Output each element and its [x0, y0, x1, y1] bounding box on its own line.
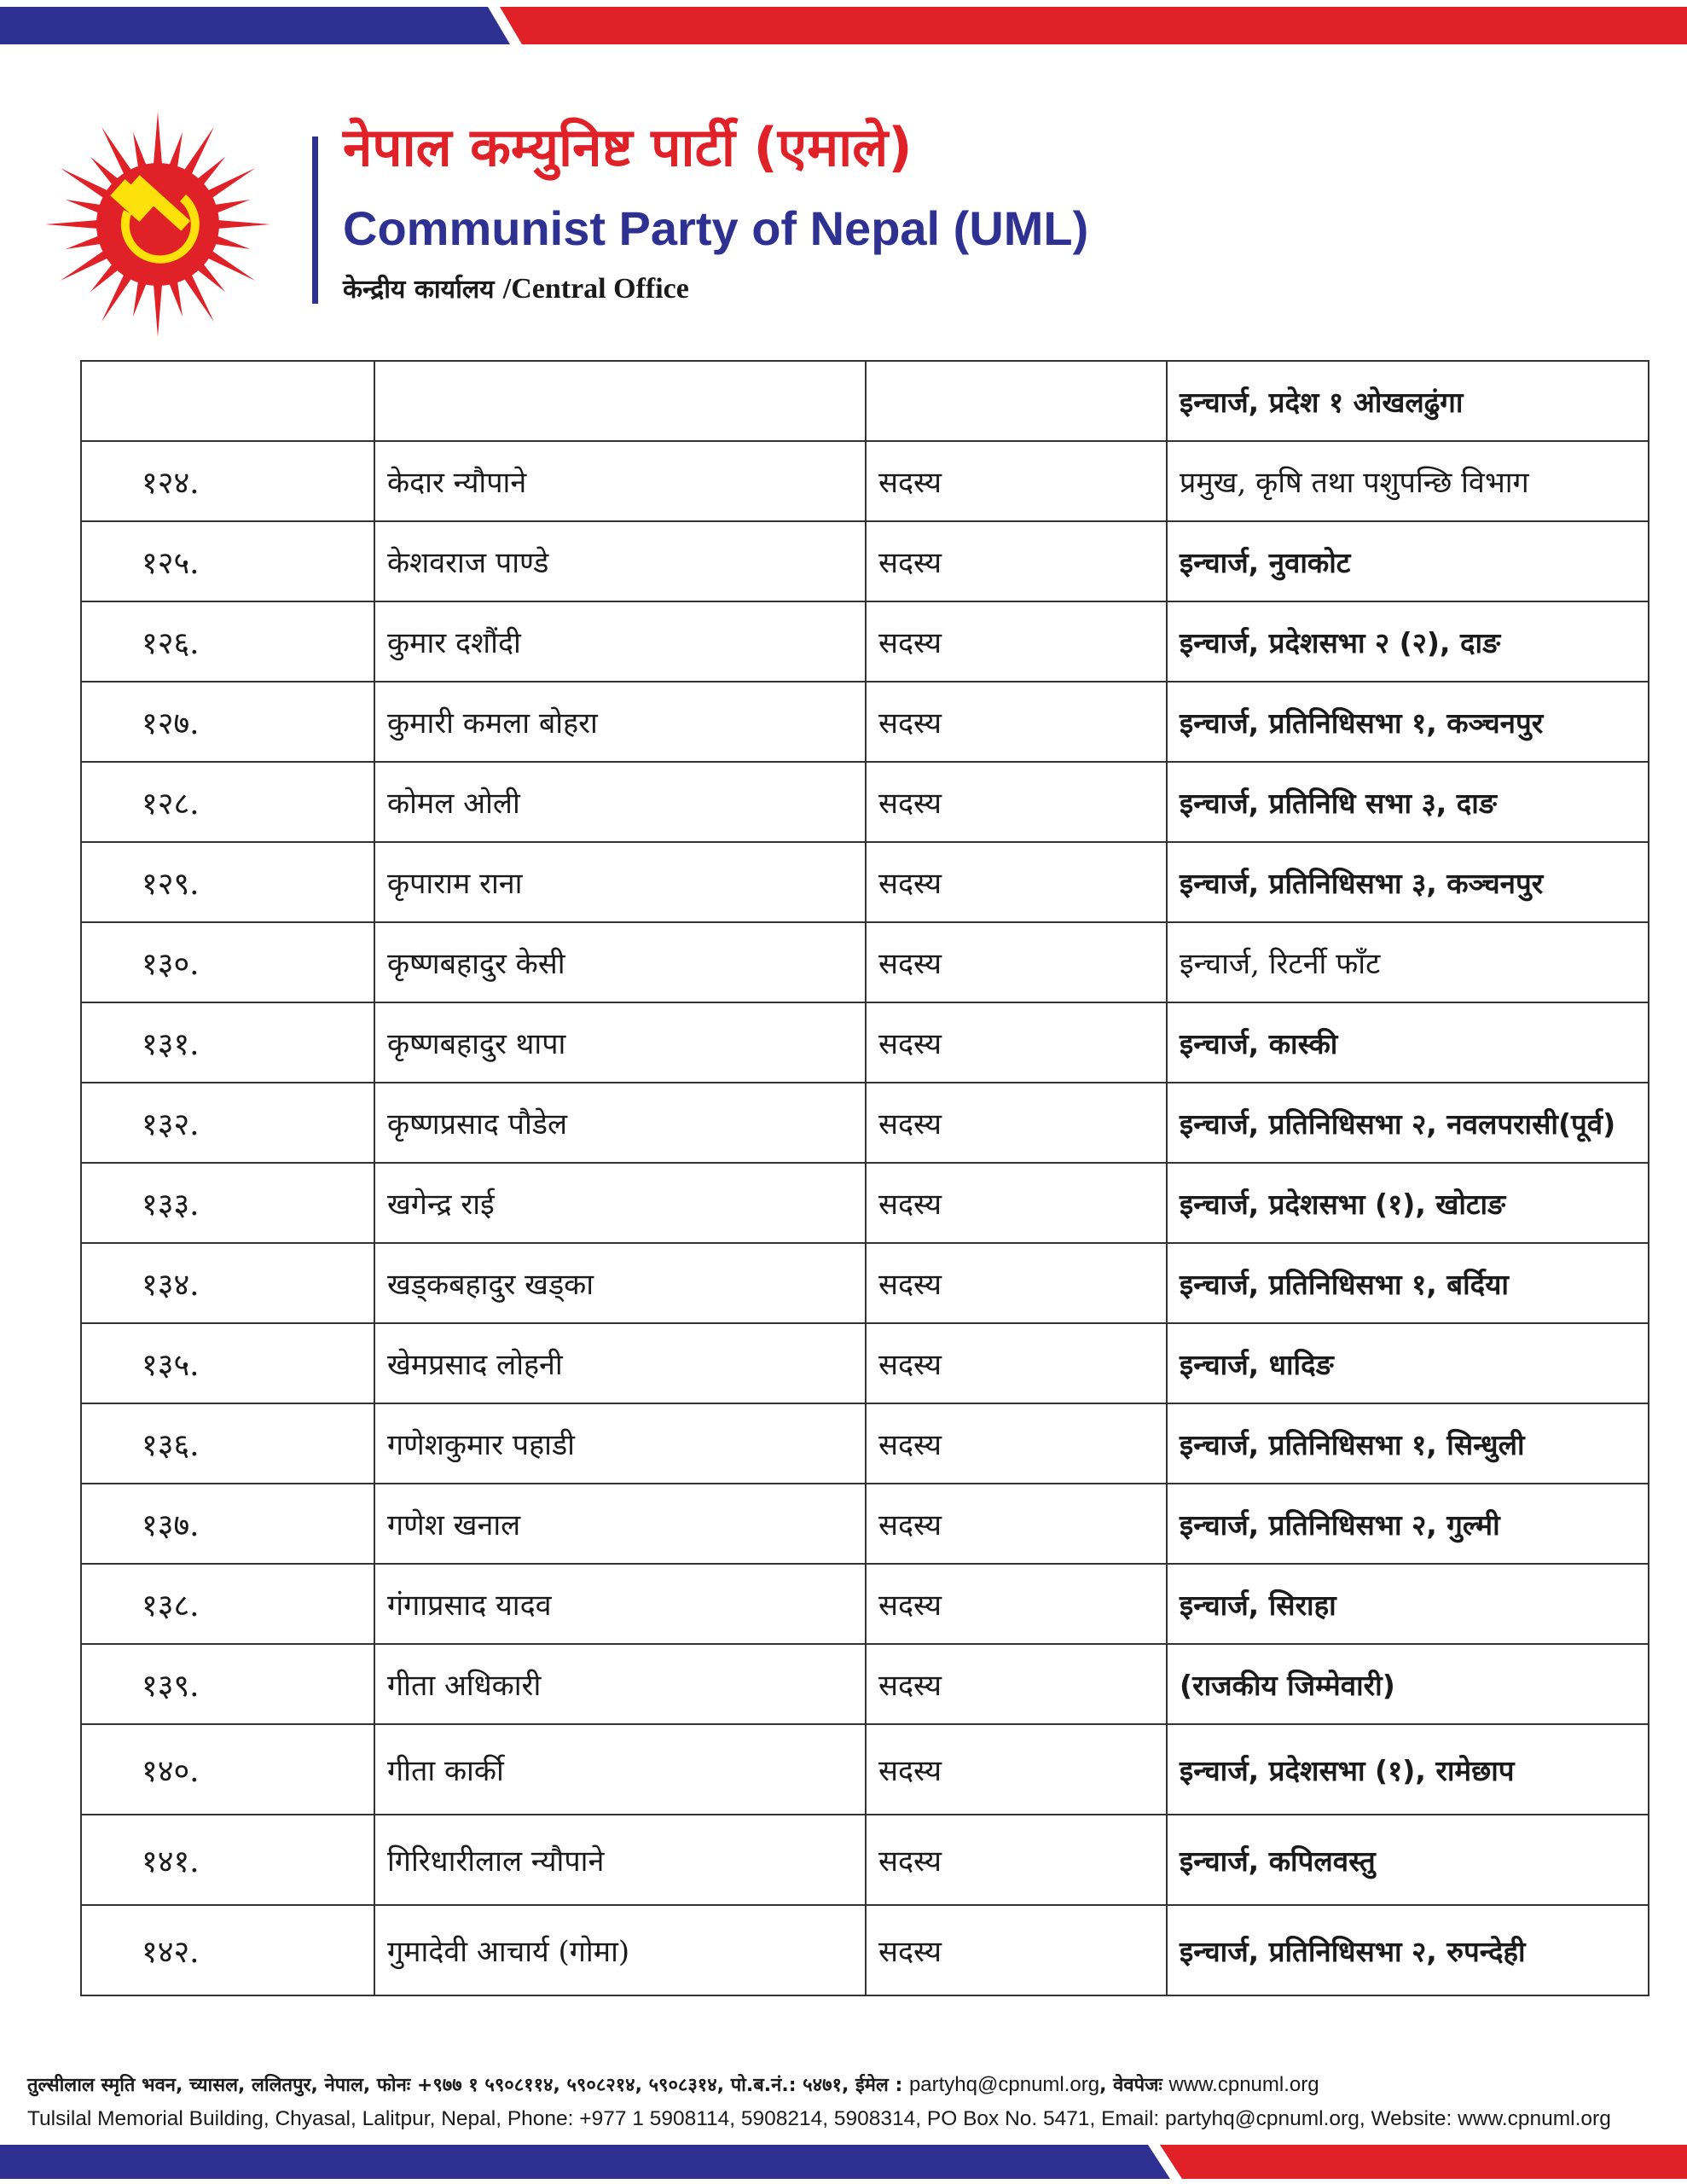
cell-position: सदस्य	[866, 1243, 1167, 1323]
cell-responsibility: इन्चार्ज, कास्की	[1167, 1002, 1649, 1083]
cell-sn: १३७.	[81, 1484, 374, 1564]
sun-ray	[214, 200, 250, 213]
cell-position: सदस्य	[866, 682, 1167, 762]
cell-responsibility: इन्चार्ज, प्रदेश १ ओखलढुंगा	[1167, 361, 1649, 441]
cell-name: गिरिधारीलाल न्यौपाने	[374, 1815, 866, 1905]
cell-name: गणेश खनाल	[374, 1484, 866, 1564]
party-name-nepali: नेपाल कम्युनिष्ट पार्टी (एमाले)	[343, 116, 913, 178]
sun-ray	[101, 274, 131, 322]
cell-name: खड्कबहादुर खड्का	[374, 1243, 866, 1323]
cell-position: सदस्य	[866, 1083, 1167, 1163]
cell-sn: १४२.	[81, 1905, 374, 1995]
cell-sn: १२६.	[81, 601, 374, 682]
footer-nepali-email: partyhq@cpnuml.org	[908, 2073, 1100, 2096]
table-row	[81, 1163, 1649, 1243]
cell-name: कृष्णप्रसाद पौडेल	[374, 1083, 866, 1163]
table-row	[81, 521, 1649, 601]
cell-responsibility: इन्चार्ज, प्रतिनिधिसभा १, कञ्चनपुर	[1167, 682, 1649, 762]
footer-nepali-web: www.cpnuml.org	[1168, 2073, 1319, 2096]
cell-sn: १३५.	[81, 1323, 374, 1403]
cell-sn: १२८.	[81, 762, 374, 842]
cell-responsibility: इन्चार्ज, रिटर्नी फाँट	[1167, 922, 1649, 1002]
cell-sn	[81, 361, 374, 441]
cell-sn: १३१.	[81, 1002, 374, 1083]
table-row	[81, 1644, 1649, 1724]
cell-sn: १२७.	[81, 682, 374, 762]
cell-responsibility: इन्चार्ज, प्रतिनिधिसभा २, गुल्मी	[1167, 1484, 1649, 1564]
cell-name: कृष्णबहादुर थापा	[374, 1002, 866, 1083]
party-emblem-logo	[34, 109, 281, 340]
cell-position: सदस्य	[866, 1002, 1167, 1083]
table-row	[81, 762, 1649, 842]
cell-name: कुमारी कमला बोहरा	[374, 682, 866, 762]
sun-ray	[217, 220, 270, 229]
cell-name: कोमल ओली	[374, 762, 866, 842]
hammer-sickle-sun-icon	[34, 109, 281, 340]
cell-sn: १४०.	[81, 1724, 374, 1815]
table-row	[81, 1564, 1649, 1644]
sun-ray	[133, 281, 147, 317]
cell-name: गुमादेवी आचार्य (गोमा)	[374, 1905, 866, 1995]
cell-name: खेमप्रसाद लोहनी	[374, 1323, 866, 1403]
cell-name: गीता अधिकारी	[374, 1644, 866, 1724]
member-list-table	[80, 360, 1649, 1996]
sun-ray	[61, 168, 108, 198]
table-row	[81, 1403, 1649, 1484]
table-row	[81, 842, 1649, 922]
cell-position: सदस्य	[866, 1163, 1167, 1243]
sun-ray	[66, 200, 101, 213]
sun-ray	[207, 168, 255, 198]
cell-sn: १३४.	[81, 1243, 374, 1323]
cell-position	[866, 361, 1167, 441]
table-row	[81, 1484, 1649, 1564]
cell-position: सदस्य	[866, 1484, 1167, 1564]
cell-name: गंगाप्रसाद यादव	[374, 1564, 866, 1644]
cell-responsibility: इन्चार्ज, प्रतिनिधिसभा १, सिन्धुली	[1167, 1403, 1649, 1484]
cell-position: सदस्य	[866, 762, 1167, 842]
cell-position: सदस्य	[866, 521, 1167, 601]
cell-position: सदस्य	[866, 1905, 1167, 1995]
cell-name: गणेशकुमार पहाडी	[374, 1403, 866, 1484]
cell-sn: १३९.	[81, 1644, 374, 1724]
cell-responsibility: इन्चार्ज, धादिङ	[1167, 1323, 1649, 1403]
cell-sn: १३६.	[81, 1403, 374, 1484]
header-divider	[312, 136, 318, 304]
table-row	[81, 922, 1649, 1002]
sun-ray	[214, 235, 250, 249]
cell-sn: १२९.	[81, 842, 374, 922]
table-row	[81, 601, 1649, 682]
footer-nepali-web-label: , वेवपेजः	[1099, 2075, 1169, 2096]
cell-responsibility: इन्चार्ज, प्रदेशसभा २ (२), दाङ	[1167, 601, 1649, 682]
cell-position: सदस्य	[866, 1564, 1167, 1644]
cell-name: केदार न्यौपाने	[374, 441, 866, 521]
table-row	[81, 1724, 1649, 1815]
cell-responsibility: इन्चार्ज, प्रतिनिधिसभा ३, कञ्चनपुर	[1167, 842, 1649, 922]
cell-sn: १२५.	[81, 521, 374, 601]
bottom-color-band	[0, 2140, 1687, 2184]
cell-name: गीता कार्की	[374, 1724, 866, 1815]
cell-position: सदस्य	[866, 1323, 1167, 1403]
table-row	[81, 1815, 1649, 1905]
cell-position: सदस्य	[866, 1403, 1167, 1484]
cell-responsibility: इन्चार्ज, सिराहा	[1167, 1564, 1649, 1644]
sun-ray	[184, 274, 214, 322]
table-row	[81, 441, 1649, 521]
cell-position: सदस्य	[866, 1815, 1167, 1905]
footer-nepali-address	[27, 2071, 1660, 2097]
cell-responsibility: इन्चार्ज, नुवाकोट	[1167, 521, 1649, 601]
sun-ray	[169, 281, 183, 317]
cell-responsibility: इन्चार्ज, प्रतिनिधिसभा १, बर्दिया	[1167, 1243, 1649, 1323]
sun-ray	[184, 127, 214, 175]
cell-position: सदस्य	[866, 1644, 1167, 1724]
table-row	[81, 1243, 1649, 1323]
cell-position: सदस्य	[866, 601, 1167, 682]
table-row	[81, 1323, 1649, 1403]
office-english: Central Office	[511, 273, 689, 305]
cell-responsibility: इन्चार्ज, प्रदेशसभा (१), खोटाङ	[1167, 1163, 1649, 1243]
cell-position: सदस्य	[866, 1724, 1167, 1815]
footer-nepali-text: तुल्सीलाल स्मृति भवन, च्यासल, ललितपुर, नेपाल, फोनः +९७७ १ ५९०८११४, ५९०८२१४, ५९०८३१४, पो.ब.नं.: ५४७१, ईमेल :	[27, 2075, 909, 2096]
table-row	[81, 1083, 1649, 1163]
office-separator: /	[502, 273, 512, 305]
cell-name	[374, 361, 866, 441]
table-row	[81, 1002, 1649, 1083]
cell-responsibility: इन्चार्ज, प्रदेशसभा (१), रामेछाप	[1167, 1724, 1649, 1815]
cell-responsibility: इन्चार्ज, प्रतिनिधिसभा २, नवलपरासी(पूर्व)	[1167, 1083, 1649, 1163]
cell-responsibility: (राजकीय जिम्मेवारी)	[1167, 1644, 1649, 1724]
footer-english-address: Tulsilal Memorial Building, Chyasal, Lalitpur, Nepal, Phone: +977 1 5908114, 5908214, 5908314, PO Box No. 5471, Email: partyhq@cpnuml.org, Website: www.cpnuml.org	[27, 2107, 1611, 2130]
top-color-band	[0, 0, 1687, 48]
sun-ray	[66, 235, 101, 249]
office-nepali: केन्द्रीय कार्यालय	[343, 275, 495, 305]
cell-responsibility: इन्चार्ज, कपिलवस्तु	[1167, 1815, 1649, 1905]
cell-name: खगेन्द्र राई	[374, 1163, 866, 1243]
cell-name: कृष्णबहादुर केसी	[374, 922, 866, 1002]
cell-name: केशवराज पाण्डे	[374, 521, 866, 601]
cell-sn: १३२.	[81, 1083, 374, 1163]
table-row	[81, 1905, 1649, 1995]
cell-sn: १३८.	[81, 1564, 374, 1644]
cell-position: सदस्य	[866, 922, 1167, 1002]
cell-sn: १३०.	[81, 922, 374, 1002]
sun-ray	[154, 284, 162, 337]
cell-sn: १२४.	[81, 441, 374, 521]
cell-position: सदस्य	[866, 842, 1167, 922]
table-row-continuation	[81, 361, 1649, 441]
table-row	[81, 682, 1649, 762]
sun-ray	[101, 127, 131, 175]
cell-name: कृपाराम राना	[374, 842, 866, 922]
cell-responsibility: इन्चार्ज, प्रतिनिधि सभा ३, दाङ	[1167, 762, 1649, 842]
sun-ray	[61, 251, 108, 281]
sun-ray	[45, 220, 98, 229]
cell-responsibility: प्रमुख, कृषि तथा पशुपन्छि विभाग	[1167, 441, 1649, 521]
cell-name: कुमार दशौंदी	[374, 601, 866, 682]
cell-sn: १४१.	[81, 1815, 374, 1905]
cell-sn: १३३.	[81, 1163, 374, 1243]
cell-position: सदस्य	[866, 441, 1167, 521]
party-name-english: Communist Party of Nepal (UML)	[343, 201, 1089, 255]
office-label	[343, 275, 689, 304]
sun-ray	[154, 112, 162, 165]
sun-ray	[133, 132, 147, 168]
cell-responsibility: इन्चार्ज, प्रतिनिधिसभा २, रुपन्देही	[1167, 1905, 1649, 1995]
sun-ray	[207, 251, 255, 281]
sun-ray	[169, 132, 183, 168]
